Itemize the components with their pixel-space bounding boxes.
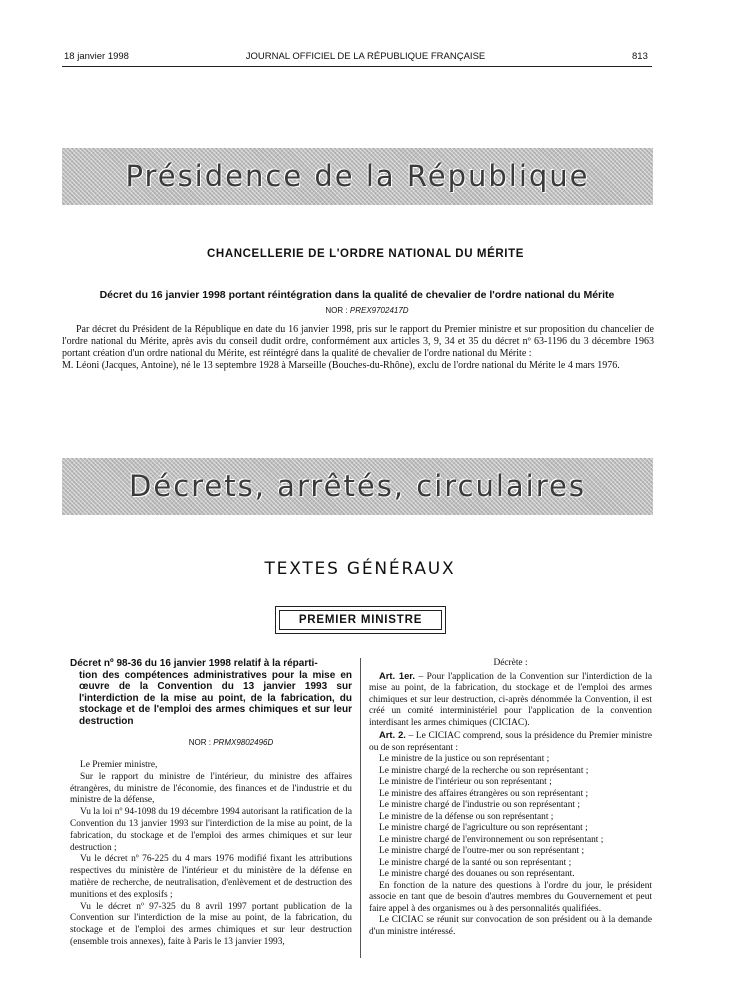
article-2-label: Art. 2. [379, 729, 406, 740]
list-item: Le ministre chargé des douanes ou son représentant. [379, 869, 575, 879]
closing-paragraph: Le CICIAC se réunit sur convocation de son président ou à la demande d'un ministre intéressé. [369, 915, 652, 937]
chancellerie-heading: CHANCELLERIE DE L'ORDRE NATIONAL DU MÉRITE [207, 248, 524, 260]
decret-person: M. Léoni (Jacques, Antoine), né le 13 septembre 1928 à Marseille (Bouches-du-Rhône), exclu de l'ordre national du Mérite le 4 mars 1976. [62, 360, 620, 371]
paragraph: Vu la loi nº 94-1098 du 19 décembre 1994 autorisant la ratification de la Convention du 13 janvier 1993 sur l'interdiction de la mise au point, de la fabrication, du stockage et de l'emploi des armes chimiques et sur leur destruction ; [70, 807, 352, 853]
right-body [369, 658, 652, 938]
ministry-box [275, 606, 446, 634]
list-item: Le ministre chargé de l'outre-mer ou son représentant ; [379, 846, 585, 856]
textes-generaux-heading: TEXTES GÉNÉRAUX [264, 559, 456, 579]
presidence-banner [62, 148, 653, 205]
header-rule [62, 66, 652, 67]
presidence-banner-text: Présidence de la République [125, 159, 590, 193]
nor-code: PRMX9802496D [213, 738, 274, 747]
decret-98-36-title [70, 658, 352, 727]
left-body [70, 760, 352, 949]
paragraph: Le Premier ministre, [80, 760, 158, 770]
list-item: Le ministre chargé de l'agriculture ou son représentant ; [379, 823, 588, 833]
column-divider [360, 658, 361, 958]
article-1-text: – Pour l'application de la Convention sur l'interdiction de la mise au point, de la fabrication, du stockage et de l'emploi des armes chimiques et sur leur destruction, ci-après dénommée la Convention, il est créé un comité interministériel pour l'application de la convention interdisant les armes chimiques (CICIAC). [369, 671, 652, 728]
article-1 [369, 670, 652, 730]
nor-code: PREX9702417D [349, 306, 409, 315]
article-1-label: Art. 1er. [379, 669, 416, 681]
list-item: Le ministre chargé de la recherche ou son représentant ; [379, 765, 589, 776]
right-column [369, 658, 652, 938]
nor-reference-1 [300, 306, 434, 315]
list-item: Le ministre chargé de l'industrie ou son représentant ; [379, 800, 580, 810]
article-2 [369, 729, 652, 754]
nor-label: NOR : [325, 306, 348, 315]
journal-title: JOURNAL OFFICIEL DE LA RÉPUBLIQUE FRANÇAISE [245, 51, 486, 62]
article-2-text: – Le CICIAC comprend, sous la présidence du Premier ministre ou de son représentant : [369, 731, 652, 753]
paragraph: Sur le rapport du ministre de l'intérieur, du ministre des affaires étrangères, du ministre de l'économie, des finances et de l'industrie et du ministre de la défense, [70, 771, 352, 806]
decret-reintegration-title: Décret du 16 janvier 1998 portant réintégration dans la qualité de chevalier de l'ordre national du Mérite [99, 289, 615, 301]
paragraph: Vu le décret nº 76-225 du 4 mars 1976 modifié fixant les attributions respectives du ministère de l'intérieur et du ministère de la défense en matière de recherche, de neutralisation, d'enlèvement et de destruction des munitions et des explosifs ; [70, 854, 352, 900]
paragraph: Vu le décret nº 97-325 du 8 avril 1997 portant publication de la Convention sur l'interdiction de la mise au point, de la fabrication, du stockage et de l'emploi des armes chimiques et sur leur destruction (ensemble trois annexes), faite à Paris le 13 janvier 1993, [70, 901, 352, 947]
list-item: Le ministre chargé de l'environnement ou son représentant ; [379, 834, 604, 845]
list-item: Le ministre chargé de la santé ou son représentant ; [379, 857, 572, 868]
list-item: Le ministre de l'intérieur ou son représentant ; [379, 777, 552, 787]
page-number: 813 [632, 51, 648, 62]
decrete-line: Décrète : [493, 658, 528, 668]
nor-label: NOR : [188, 738, 211, 747]
decret-reintegration-body [62, 324, 654, 372]
list-item: Le ministre de la défense ou son représentant ; [379, 811, 554, 822]
title-first-line: Décret nº 98-36 du 16 janvier 1998 relatif à la réparti- [70, 658, 318, 669]
left-column [70, 658, 352, 949]
title-rest: tion des compétences administratives pour la mise en œuvre de la Convention du 13 janvier 1993 sur l'interdiction de la mise au point, de la fabrication, du stockage et de l'emploi des armes chimiques et sur leur destruction [79, 669, 352, 727]
closing-paragraph: En fonction de la nature des questions à l'ordre du jour, le président associe en tant que de besoin d'autres membres du Gouvernement et peut faire appel à des organismes ou à des personnalités qualifiées. [369, 880, 652, 914]
list-item: Le ministre de la justice ou son représentant ; [379, 754, 550, 764]
decrets-banner [62, 458, 653, 515]
list-item: Le ministre des affaires étrangères ou son représentant ; [379, 788, 589, 799]
header-date: 18 janvier 1998 [64, 51, 129, 62]
decret-paragraph: Par décret du Président de la République en date du 16 janvier 1998, pris sur le rapport du Premier ministre et sur proposition du chancelier de l'ordre national du Mérite, après avis du conseil dudit ordre, conformément aux articles 3, 9, 34 et 35 du décret nº 63-1196 du 3 décembre 1963 portant création d'un ordre national du Mérite, est réintégré dans la qualité de chevalier de l'ordre national du Mérite : [62, 324, 654, 359]
nor-reference-2 [110, 738, 352, 747]
decrets-banner-text: Décrets, arrêtés, circulaires [129, 469, 586, 503]
ministry-label: PREMIER MINISTRE [279, 610, 442, 630]
